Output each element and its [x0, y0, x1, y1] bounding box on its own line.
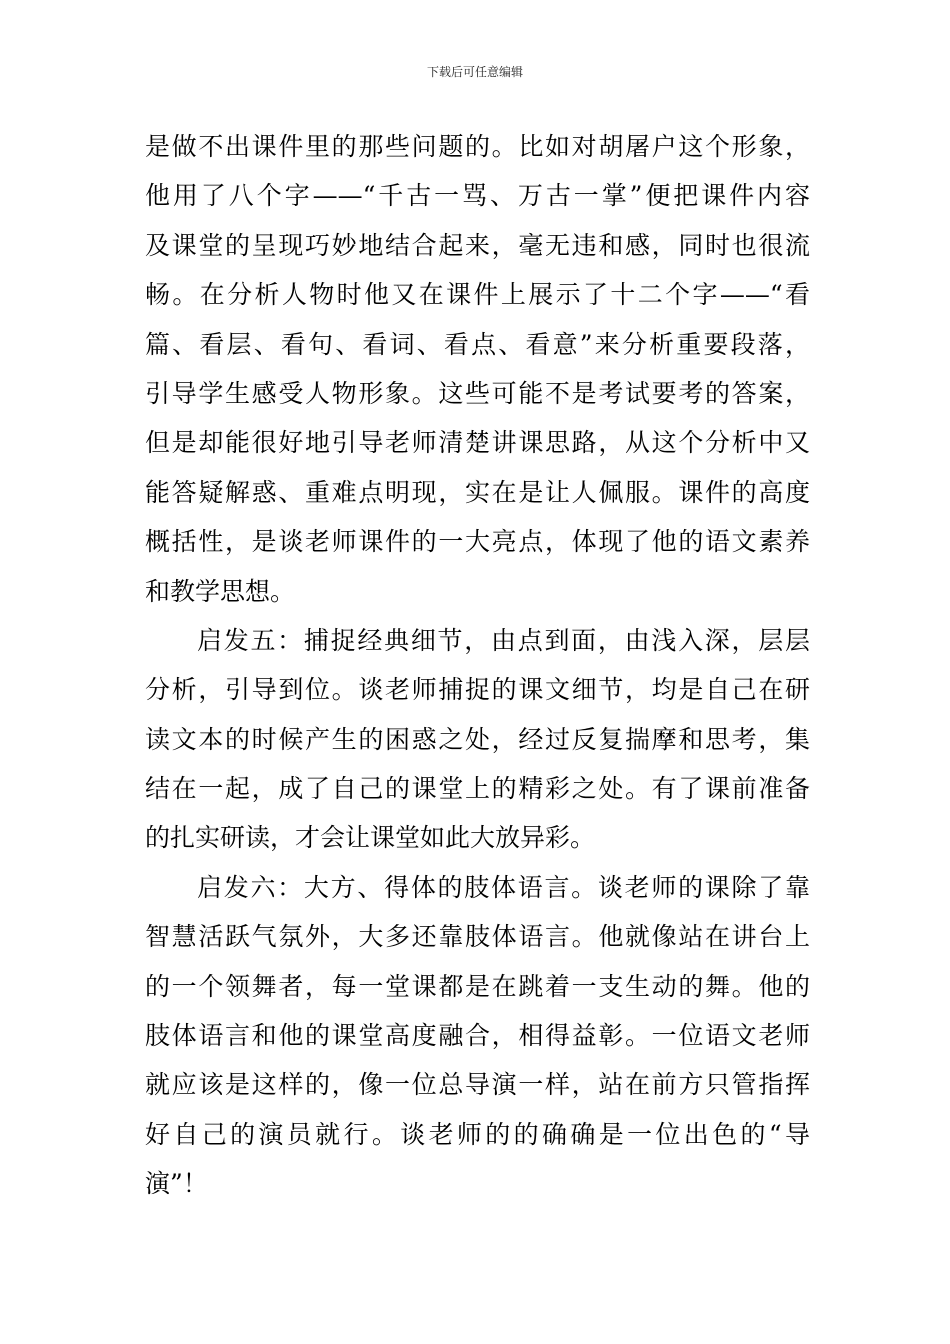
- text-line: 篇、看层、看句、看词、看点、看意”来分析重要段落，: [145, 329, 810, 359]
- paragraph-first-line: 启发六：大方、得体的肢体语言。谈老师的课除了靠: [197, 872, 810, 902]
- text-line: 的扎实研读，才会让课堂如此大放异彩。: [145, 823, 596, 853]
- text-line: 能答疑解惑、重难点明现，实在是让人佩服。课件的高度: [145, 477, 810, 507]
- text-line: 的一个领舞者，每一堂课都是在跳着一支生动的舞。他的: [145, 971, 810, 1001]
- page-header: 下载后可任意编辑: [426, 65, 523, 79]
- text-line: 就应该是这样的，像一位总导演一样，站在前方只管指挥: [145, 1070, 810, 1100]
- text-line: 畅。在分析人物时他又在课件上展示了十二个字——“看: [145, 280, 810, 310]
- text-line: 好自己的演员就行。谈老师的的确确是一位出色的“导: [145, 1119, 810, 1149]
- text-line: 和教学思想。: [145, 576, 296, 606]
- text-line: 分析，引导到位。谈老师捕捉的课文细节，均是自己在研: [145, 675, 810, 705]
- text-line: 智慧活跃气氛外，大多还靠肢体语言。他就像站在讲台上: [145, 922, 810, 952]
- text-line: 演”！: [145, 1169, 208, 1199]
- text-line: 引导学生感受人物形象。这些可能不是考试要考的答案，: [145, 378, 810, 408]
- text-line: 但是却能很好地引导老师清楚讲课思路，从这个分析中又: [145, 428, 810, 458]
- document-body: [145, 127, 810, 1214]
- text-line: 他用了八个字——“千古一骂、万古一掌”便把课件内容: [145, 181, 810, 211]
- text-line: 读文本的时候产生的困惑之处，经过反复揣摩和思考，集: [145, 724, 810, 754]
- text-line: 肢体语言和他的课堂高度融合，相得益彰。一位语文老师: [145, 1021, 810, 1051]
- text-line: 概括性，是谈老师课件的一大亮点，体现了他的语文素养: [145, 527, 810, 557]
- text-line: 结在一起，成了自己的课堂上的精彩之处。有了课前准备: [145, 774, 810, 804]
- paragraph-first-line: 启发五：捕捉经典细节，由点到面，由浅入深，层层: [197, 625, 810, 655]
- text-line: 及课堂的呈现巧妙地结合起来，毫无违和感，同时也很流: [145, 230, 810, 260]
- text-line: 是做不出课件里的那些问题的。比如对胡屠户这个形象，: [145, 132, 810, 161]
